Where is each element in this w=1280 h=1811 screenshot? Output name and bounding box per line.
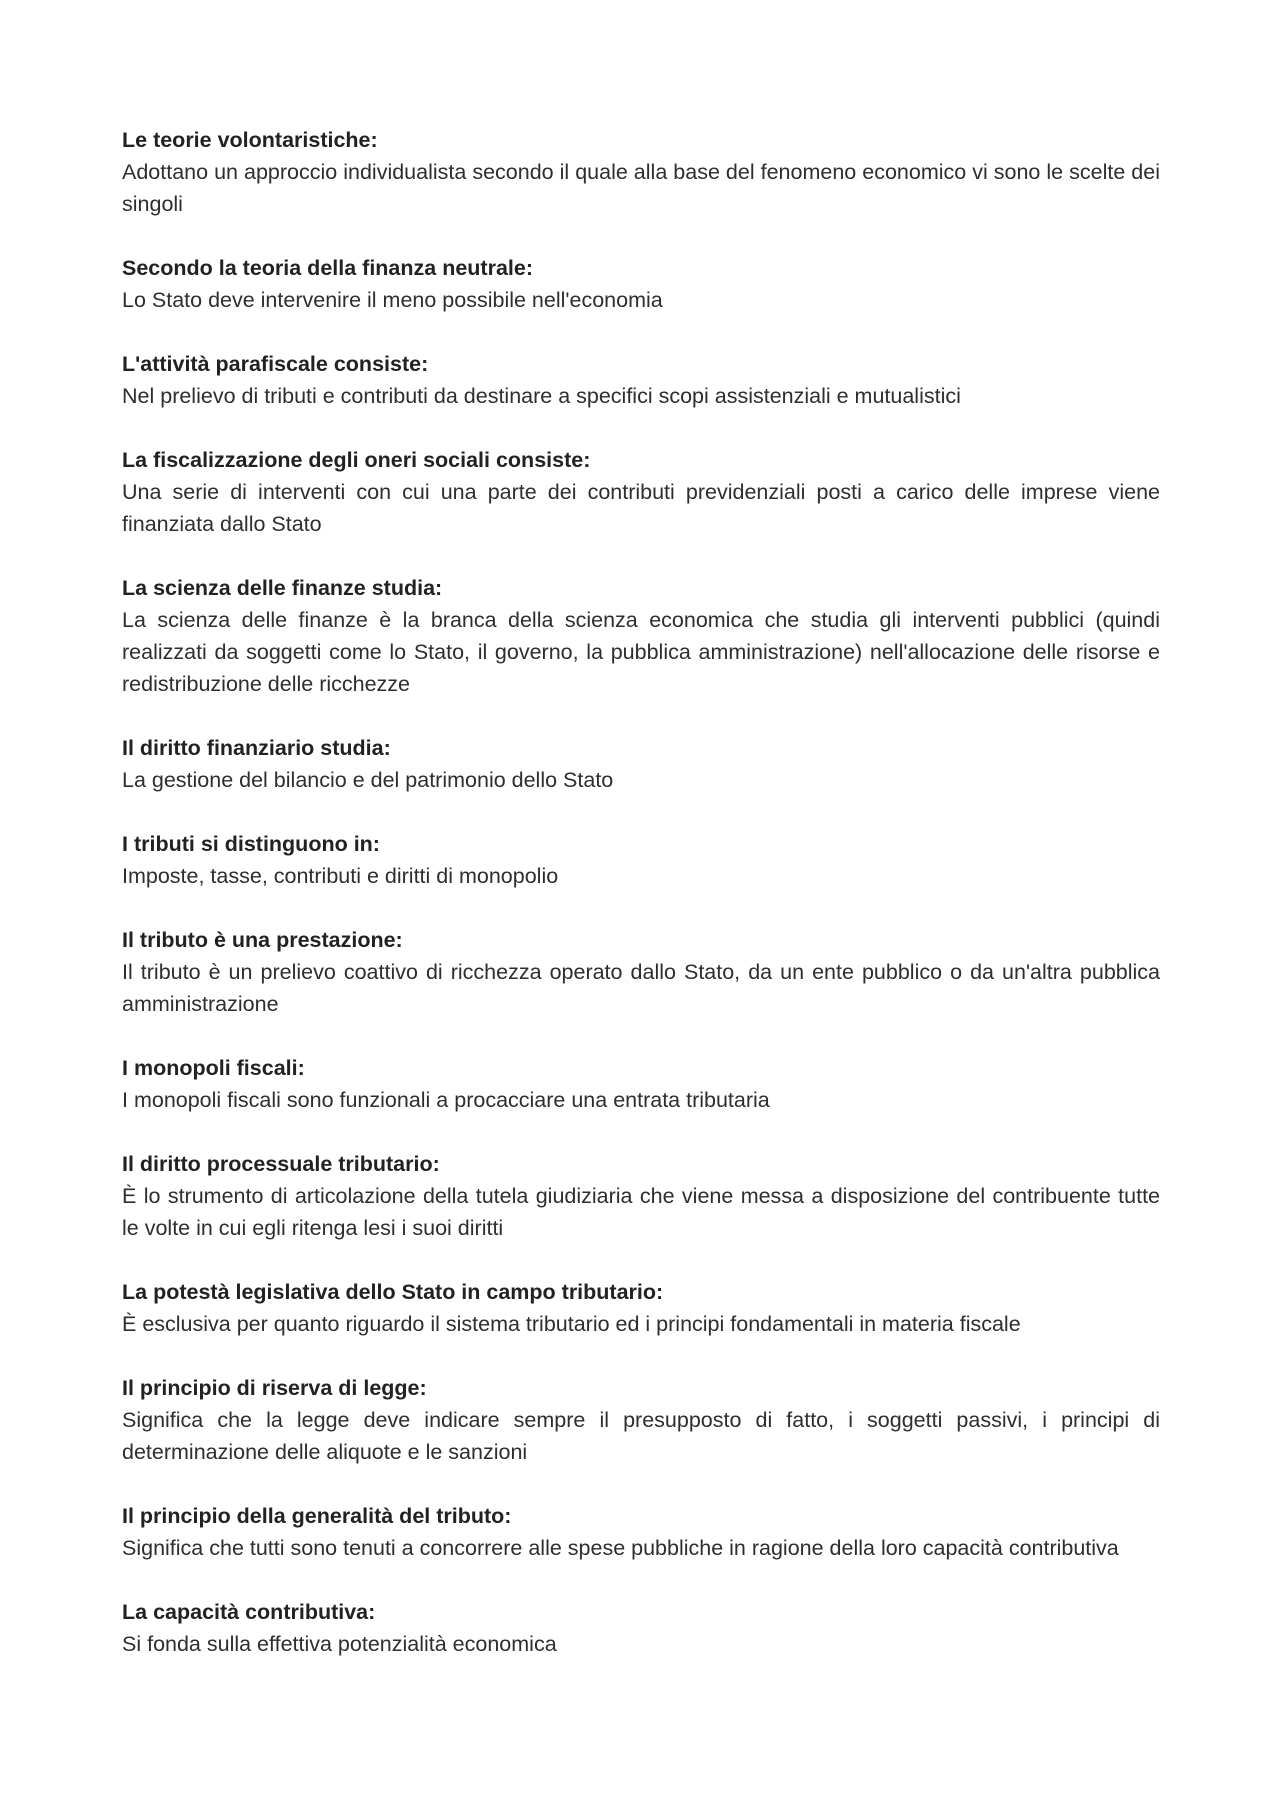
entry-text: La gestione del bilancio e del patrimonio dello Stato <box>122 768 614 792</box>
entry-heading: Il diritto finanziario studia: <box>122 736 391 760</box>
entry-heading: Il principio della generalità del tributo: <box>122 1504 512 1528</box>
entry-text: Imposte, tasse, contributi e diritti di monopolio <box>122 864 559 888</box>
entry-generalita-tributo <box>122 1500 1160 1564</box>
entry-heading: La potestà legislativa dello Stato in campo tributario: <box>122 1280 664 1304</box>
entry-heading: L'attività parafiscale consiste: <box>122 352 429 376</box>
entry-text: Una serie di interventi con cui una parte dei contributi previdenziali posti a carico delle imprese viene finanziata dallo Stato <box>122 480 1160 536</box>
entry-text: Si fonda sulla effettiva potenzialità economica <box>122 1632 557 1656</box>
entry-capacita-contributiva <box>122 1596 1160 1660</box>
entry-heading: Il tributo è una prestazione: <box>122 928 403 952</box>
entry-text: Significa che tutti sono tenuti a concorrere alle spese pubbliche in ragione della loro capacità contributiva <box>122 1536 1119 1560</box>
document-body <box>122 124 1160 1692</box>
entry-text: È esclusiva per quanto riguardo il sistema tributario ed i principi fondamentali in materia fiscale <box>122 1312 1021 1336</box>
entry-riserva-legge <box>122 1372 1160 1468</box>
entry-tributi-distinzione <box>122 828 1160 892</box>
entry-heading: La scienza delle finanze studia: <box>122 576 443 600</box>
entry-text: Adottano un approccio individualista secondo il quale alla base del fenomeno economico vi sono le scelte dei singoli <box>122 160 1160 216</box>
entry-scienza-finanze <box>122 572 1160 700</box>
entry-heading: I monopoli fiscali: <box>122 1056 305 1080</box>
entry-text: La scienza delle finanze è la branca della scienza economica che studia gli interventi pubblici (quindi realizzati da soggetti come lo Stato, il governo, la pubblica amministrazione) nell'allocazione delle risorse e redistribuzione delle ricchezze <box>122 608 1160 696</box>
entry-attivita-parafiscale <box>122 348 1160 412</box>
entry-text: I monopoli fiscali sono funzionali a procacciare una entrata tributaria <box>122 1088 770 1112</box>
entry-finanza-neutrale <box>122 252 1160 316</box>
entry-tributo-prestazione <box>122 924 1160 1020</box>
entry-text: Il tributo è un prelievo coattivo di ricchezza operato dallo Stato, da un ente pubblico o da un'altra pubblica amministrazione <box>122 960 1160 1016</box>
entry-text: Significa che la legge deve indicare sempre il presupposto di fatto, i soggetti passivi, i principi di determinazione delle aliquote e le sanzioni <box>122 1408 1160 1464</box>
entry-heading: La capacità contributiva: <box>122 1600 376 1624</box>
entry-heading: Le teorie volontaristiche: <box>122 128 378 152</box>
entry-potesta-legislativa <box>122 1276 1160 1340</box>
entry-heading: I tributi si distinguono in: <box>122 832 380 856</box>
entry-text: È lo strumento di articolazione della tutela giudiziaria che viene messa a disposizione del contribuente tutte le volte in cui egli ritenga lesi i suoi diritti <box>122 1184 1160 1240</box>
entry-monopoli-fiscali <box>122 1052 1160 1116</box>
entry-diritto-processuale <box>122 1148 1160 1244</box>
entry-heading: Il principio di riserva di legge: <box>122 1376 427 1400</box>
entry-heading: La fiscalizzazione degli oneri sociali consiste: <box>122 448 591 472</box>
entry-text: Lo Stato deve intervenire il meno possibile nell'economia <box>122 288 663 312</box>
entry-diritto-finanziario <box>122 732 1160 796</box>
entry-teorie-volontaristiche <box>122 124 1160 220</box>
entry-fiscalizzazione-oneri <box>122 444 1160 540</box>
entry-text: Nel prelievo di tributi e contributi da destinare a specifici scopi assistenziali e mutualistici <box>122 384 961 408</box>
entry-heading: Secondo la teoria della finanza neutrale: <box>122 256 533 280</box>
entry-heading: Il diritto processuale tributario: <box>122 1152 440 1176</box>
